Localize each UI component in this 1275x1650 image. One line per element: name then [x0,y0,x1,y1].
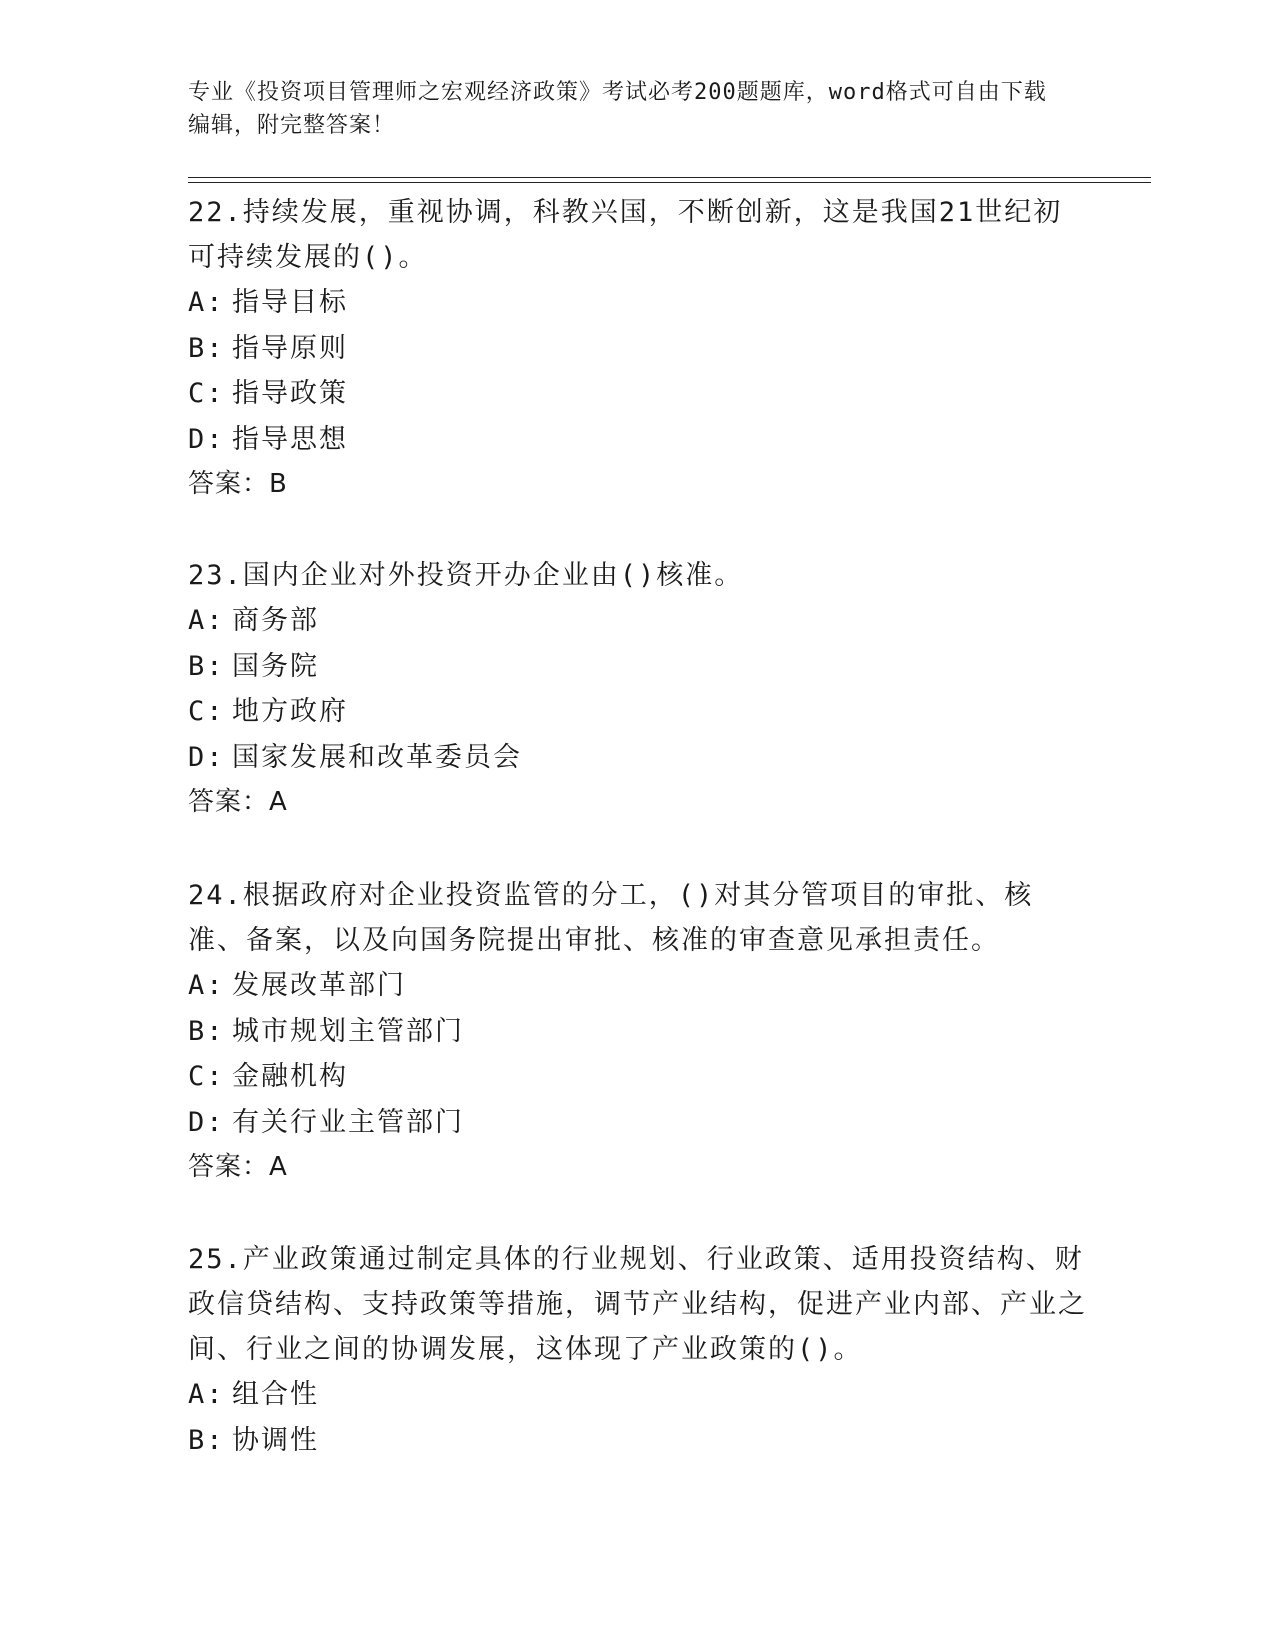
option-letter: A: [188,970,225,1001]
option-letter: D: [188,1106,225,1138]
option-text: 国家发展和改革委员会 [232,741,522,773]
option-b [188,1009,1088,1055]
option-letter: D: [188,741,225,773]
option-a [188,1372,1088,1418]
option-text: 指导政策 [232,378,348,409]
option-text: 指导思想 [232,423,348,455]
answer-key: 答案：B [188,469,288,499]
option-text: 发展改革部门 [232,970,406,1001]
option-text: 城市规划主管部门 [232,1015,464,1047]
option-a [188,963,1088,1009]
option-b [188,326,1088,372]
header-divider-bottom [188,182,1151,183]
option-text: 指导目标 [232,287,348,318]
option-text: 协调性 [232,1424,319,1456]
option-letter: D: [188,423,225,455]
option-d [188,417,1088,463]
question-24 [188,873,1088,1189]
option-text: 金融机构 [232,1061,348,1092]
option-letter: B: [188,332,225,364]
option-c [188,689,1088,735]
option-letter: C: [188,378,225,409]
option-letter: B: [188,1015,225,1047]
option-d [188,735,1088,781]
question-22 [188,190,1088,506]
option-c [188,1054,1088,1100]
option-text: 有关行业主管部门 [232,1106,464,1138]
option-c [188,371,1088,417]
option-d [188,1100,1088,1146]
option-b [188,1418,1088,1464]
option-text: 地方政府 [232,696,348,727]
document-header: 专业《投资项目管理师之宏观经济政策》考试必考200题题库，word格式可自由下载编辑，附完整答案！ [188,80,1047,138]
option-letter: B: [188,1424,225,1456]
question-stem: 24.根据政府对企业投资监管的分工，()对其分管项目的审批、核准、备案，以及向国务院提出审批、核准的审查意见承担责任。 [188,880,1034,956]
header-divider-top [188,177,1151,178]
option-letter: A: [188,287,225,318]
option-text: 指导原则 [232,332,348,364]
option-letter: A: [188,605,225,636]
question-stem: 23.国内企业对外投资开办企业由()核准。 [188,560,744,591]
option-letter: B: [188,650,225,682]
option-text: 组合性 [232,1379,319,1410]
option-b [188,644,1088,690]
answer-key: 答案：A [188,787,288,817]
question-23 [188,553,1088,824]
option-letter: C: [188,696,225,727]
question-25 [188,1237,1088,1463]
option-a [188,280,1088,326]
option-letter: C: [188,1061,225,1092]
option-text: 国务院 [232,650,319,682]
option-a [188,598,1088,644]
question-stem: 25.产业政策通过制定具体的行业规划、行业政策、适用投资结构、财政信贷结构、支持政策等措施，调节产业结构，促进产业内部、产业之间、行业之间的协调发展，这体现了产业政策的()。 [188,1244,1087,1365]
question-stem: 22.持续发展，重视协调，科教兴国，不断创新，这是我国21世纪初可持续发展的()。 [188,197,1063,273]
option-text: 商务部 [232,605,319,636]
answer-key: 答案：A [188,1152,288,1182]
option-letter: A: [188,1379,225,1410]
